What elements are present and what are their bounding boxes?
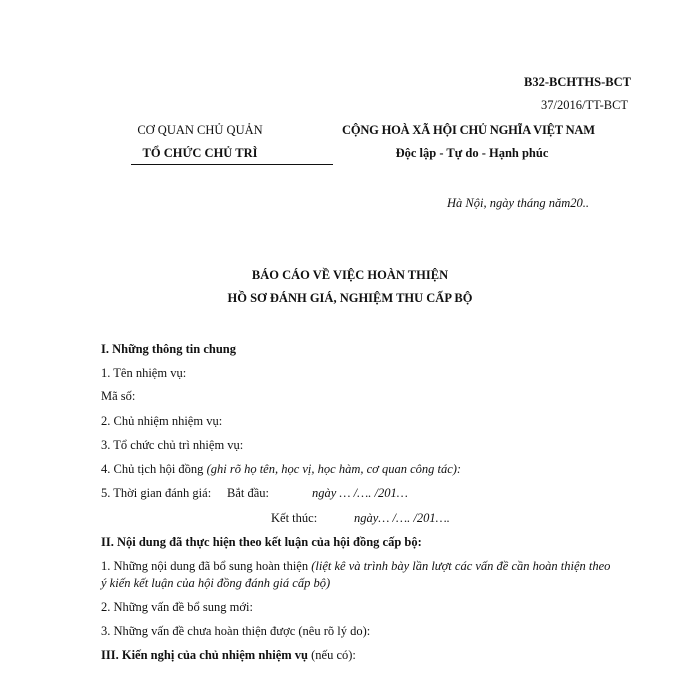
host-organization: TỔ CHỨC CHỦ TRÌ: [142, 146, 258, 160]
form-code: B32-BCHTHS-BCT: [524, 75, 631, 89]
section-3-heading: [101, 647, 356, 663]
unfinished-issues-item: 3. Những vấn đề chưa hoàn thiện được (nêu rõ lý do):: [101, 624, 371, 638]
agency-underline: [131, 164, 333, 165]
new-issues-item: 2. Những vấn đề bổ sung mới:: [101, 600, 253, 614]
supplemented-content-item: [101, 558, 610, 574]
report-title-line2: HỒ SƠ ĐÁNH GIÁ, NGHIỆM THU CẤP BỘ: [227, 291, 473, 305]
section-3-heading-suffix: (nếu có):: [308, 648, 356, 662]
report-title-line1: BÁO CÁO VỀ VIỆC HOÀN THIỆN: [251, 268, 449, 282]
end-date-value: ngày… /…. /201….: [354, 511, 450, 525]
council-chair-note: (ghi rõ họ tên, học vị, học hàm, cơ quan công tác):: [206, 462, 462, 476]
section-1-heading: I. Những thông tin chung: [101, 342, 236, 356]
governing-agency: CƠ QUAN CHỦ QUẢN: [137, 123, 263, 137]
supplemented-content-note-a: (liệt kê và trình bày lần lượt các vấn đề cần hoàn thiện theo: [311, 559, 611, 573]
national-motto: Độc lập - Tự do - Hạnh phúc: [395, 146, 549, 160]
task-code-field: Mã số:: [101, 389, 136, 403]
national-title: CỘNG HOÀ XÃ HỘI CHỦ NGHĨA VIỆT NAM: [342, 123, 595, 137]
section-3-heading-label: III. Kiến nghị của chủ nhiệm nhiệm vụ: [101, 648, 308, 662]
task-leader-field: 2. Chủ nhiệm nhiệm vụ:: [101, 414, 223, 428]
circular-number: 37/2016/TT-BCT: [541, 98, 629, 112]
place-date: Hà Nội, ngày tháng năm20..: [447, 196, 590, 210]
council-chair-label: 4. Chủ tịch hội đồng: [101, 462, 207, 476]
supplemented-content-label: 1. Những nội dung đã bổ sung hoàn thiện: [101, 559, 312, 573]
end-label: Kết thúc:: [271, 511, 318, 525]
supplemented-content-note-b: ý kiến kết luận của hội đồng đánh giá cấp bộ): [101, 576, 331, 590]
start-date-value: ngày … /…. /201…: [312, 486, 408, 500]
eval-time-label: 5. Thời gian đánh giá:: [101, 486, 212, 500]
start-label: Bắt đầu:: [227, 486, 270, 500]
host-org-field: 3. Tổ chức chủ trì nhiệm vụ:: [101, 438, 244, 452]
council-chair-field: [101, 461, 461, 477]
section-2-heading: II. Nội dung đã thực hiện theo kết luận của hội đồng cấp bộ:: [101, 535, 422, 549]
task-name-field: 1. Tên nhiệm vụ:: [101, 366, 187, 380]
